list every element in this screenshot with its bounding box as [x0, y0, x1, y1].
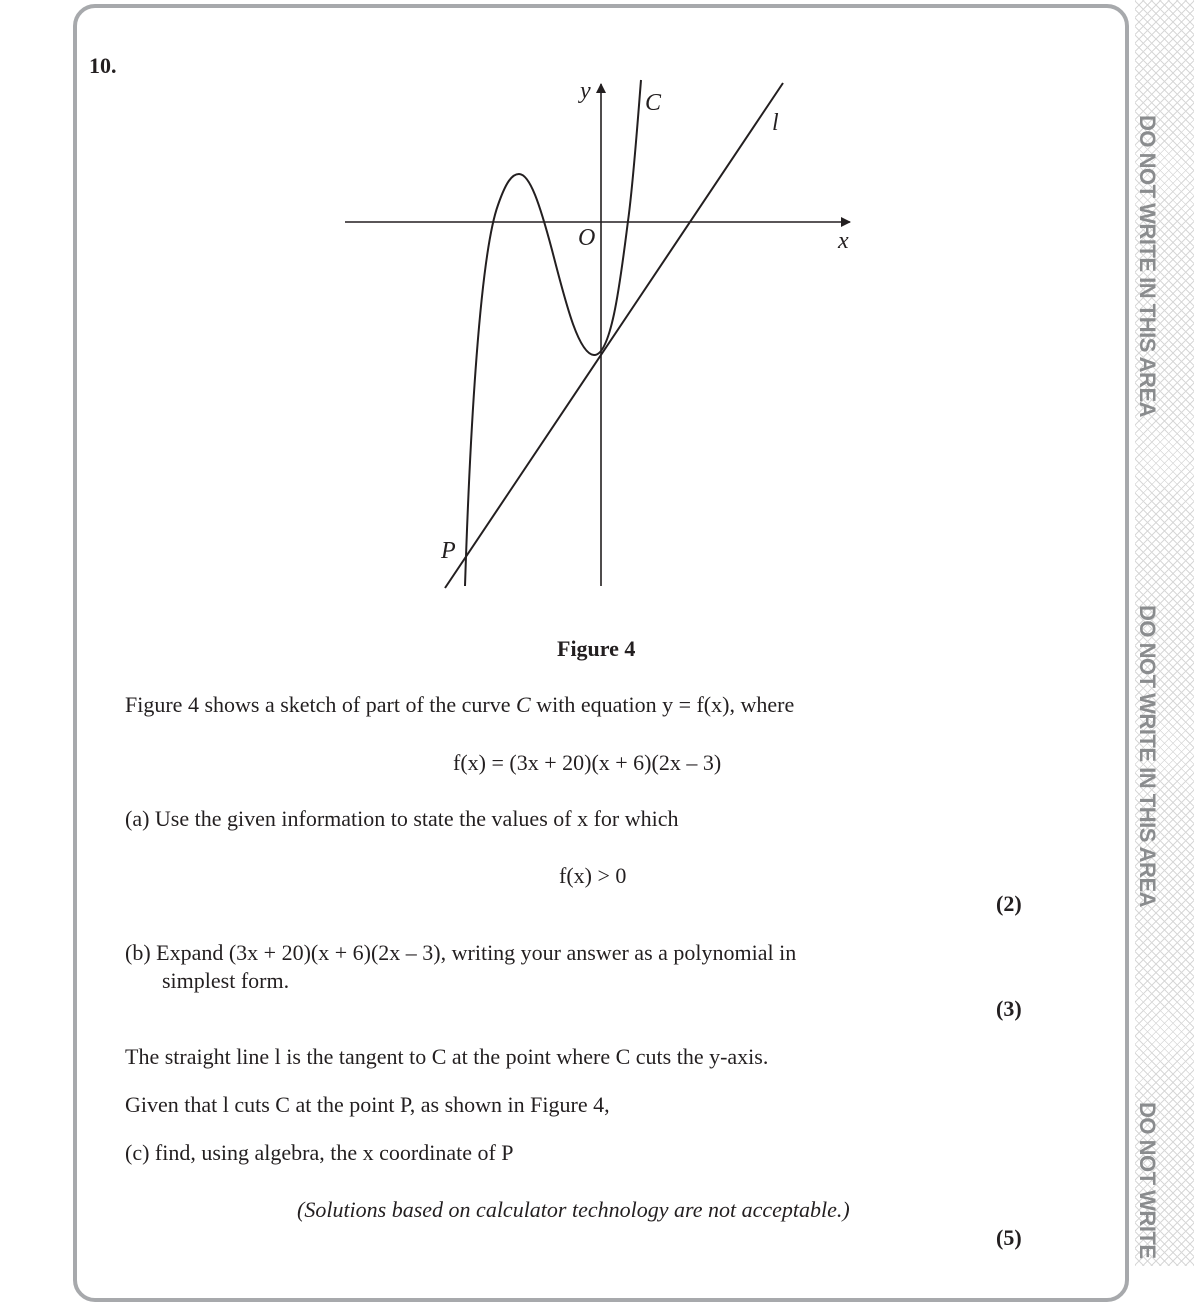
y-axis-label: y [580, 78, 591, 104]
point-p-label: P [441, 538, 456, 564]
part-b-text-2: simplest form. [162, 968, 290, 993]
margin-warning: DO NOT WRITE IN THIS AREA [1135, 115, 1160, 418]
part-a-marks: (2) [996, 891, 1022, 916]
curve-label: C [645, 90, 662, 116]
question-number: 10. [89, 53, 117, 78]
margin-warning: DO NOT WRITE [1135, 1102, 1160, 1259]
part-c-note: (Solutions based on calculator technology are not acceptable.) [297, 1197, 850, 1222]
part-a-inequality: f(x) > 0 [559, 863, 627, 888]
figure-caption: Figure 4 [557, 636, 636, 661]
part-b-marks: (3) [996, 996, 1022, 1021]
margin-warning: DO NOT WRITE IN THIS AREA [1135, 605, 1160, 908]
tangent-line-l [445, 83, 783, 588]
given-text: Given that l cuts C at the point P, as shown in Figure 4, [125, 1092, 610, 1117]
origin-label: O [578, 225, 596, 251]
x-axis-label: x [838, 228, 849, 254]
part-c-marks: (5) [996, 1225, 1022, 1250]
part-b-text: (b) Expand (3x + 20)(x + 6)(2x – 3), writing your answer as a polynomial in [125, 940, 797, 965]
line-label: l [772, 110, 779, 136]
tangent-text: The straight line l is the tangent to C at the point where C cuts the y-axis. [125, 1044, 769, 1069]
part-a-text: (a) Use the given information to state the values of x for which [125, 806, 679, 831]
figure-4 [0, 0, 1194, 640]
intro-text: Figure 4 shows a sketch of part of the curve C with equation y = f(x), where [125, 692, 795, 717]
equation: f(x) = (3x + 20)(x + 6)(2x – 3) [453, 750, 722, 775]
part-c-text: (c) find, using algebra, the x coordinate of P [125, 1140, 514, 1165]
